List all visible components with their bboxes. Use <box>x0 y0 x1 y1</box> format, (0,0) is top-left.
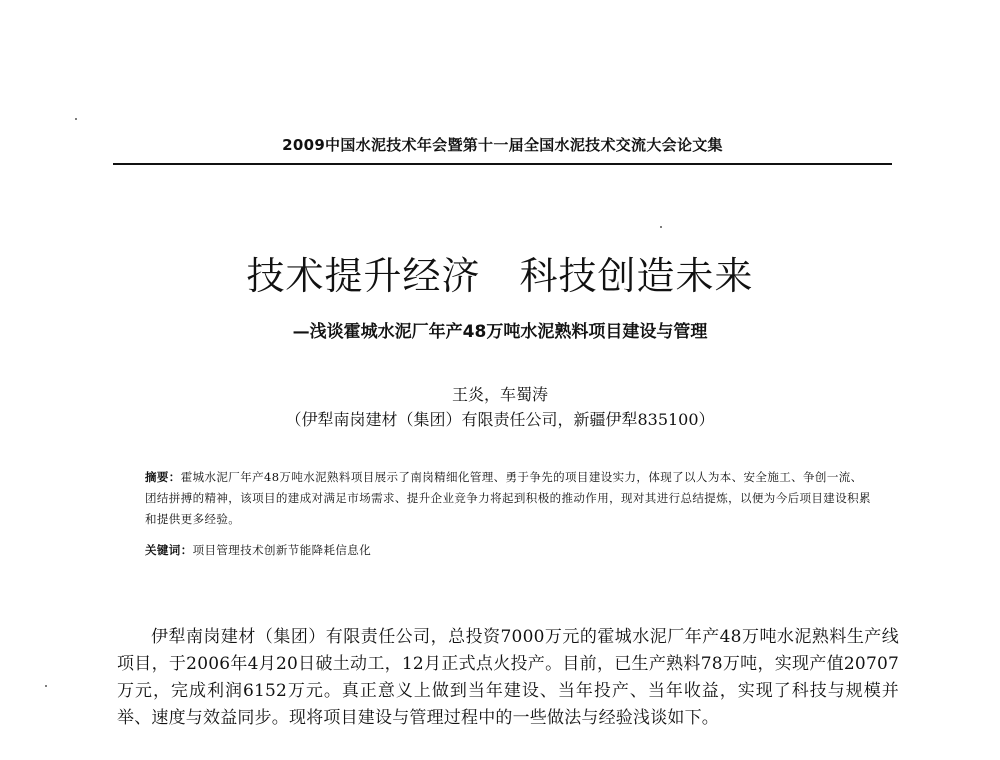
paper-title: 技术提升经济 科技创造未来 <box>246 254 754 298</box>
header-rule <box>113 163 892 165</box>
abstract <box>145 467 873 530</box>
running-header: 2009中国水泥技术年会暨第十一届全国水泥技术交流大会论文集 <box>282 136 723 154</box>
keywords <box>145 540 873 561</box>
scan-speck <box>75 118 77 120</box>
keywords-label: 关键词： <box>145 543 193 557</box>
abstract-label: 摘要： <box>145 470 181 484</box>
scan-speck <box>45 685 47 687</box>
affiliation: （伊犁南岗建材（集团）有限责任公司，新疆伊犁835100） <box>285 410 715 429</box>
abstract-text: 霍城水泥厂年产48万吨水泥熟料项目展示了南岗精细化管理、勇于争先的项目建设实力，体现了以人为本、安全施工、争创一流、团结拼搏的精神，该项目的建成对满足市场需求、提升企业竞争力将起到积极的推动作用，现对其进行总结提炼，以便为今后项目建设积累和提供更多经验。 <box>145 470 871 526</box>
body-paragraph: 伊犁南岗建材（集团）有限责任公司，总投资7000万元的霍城水泥厂年产48万吨水泥熟料生产线项目，于2006年4月20日破土动工，12月正式点火投产。目前，已生产熟料78万吨，实现产值20707万元，完成利润6152万元。真正意义上做到当年建设、当年投产、当年收益，实现了科技与规模并举、速度与效益同步。现将项目建设与管理过程中的一些做法与经验浅谈如下。 <box>117 627 899 728</box>
keywords-text: 项目管理技术创新节能降耗信息化 <box>192 543 372 557</box>
scan-speck <box>660 226 662 228</box>
paper-subtitle: —浅谈霍城水泥厂年产48万吨水泥熟料项目建设与管理 <box>292 322 708 342</box>
authors: 王炎，车蜀涛 <box>451 385 548 404</box>
